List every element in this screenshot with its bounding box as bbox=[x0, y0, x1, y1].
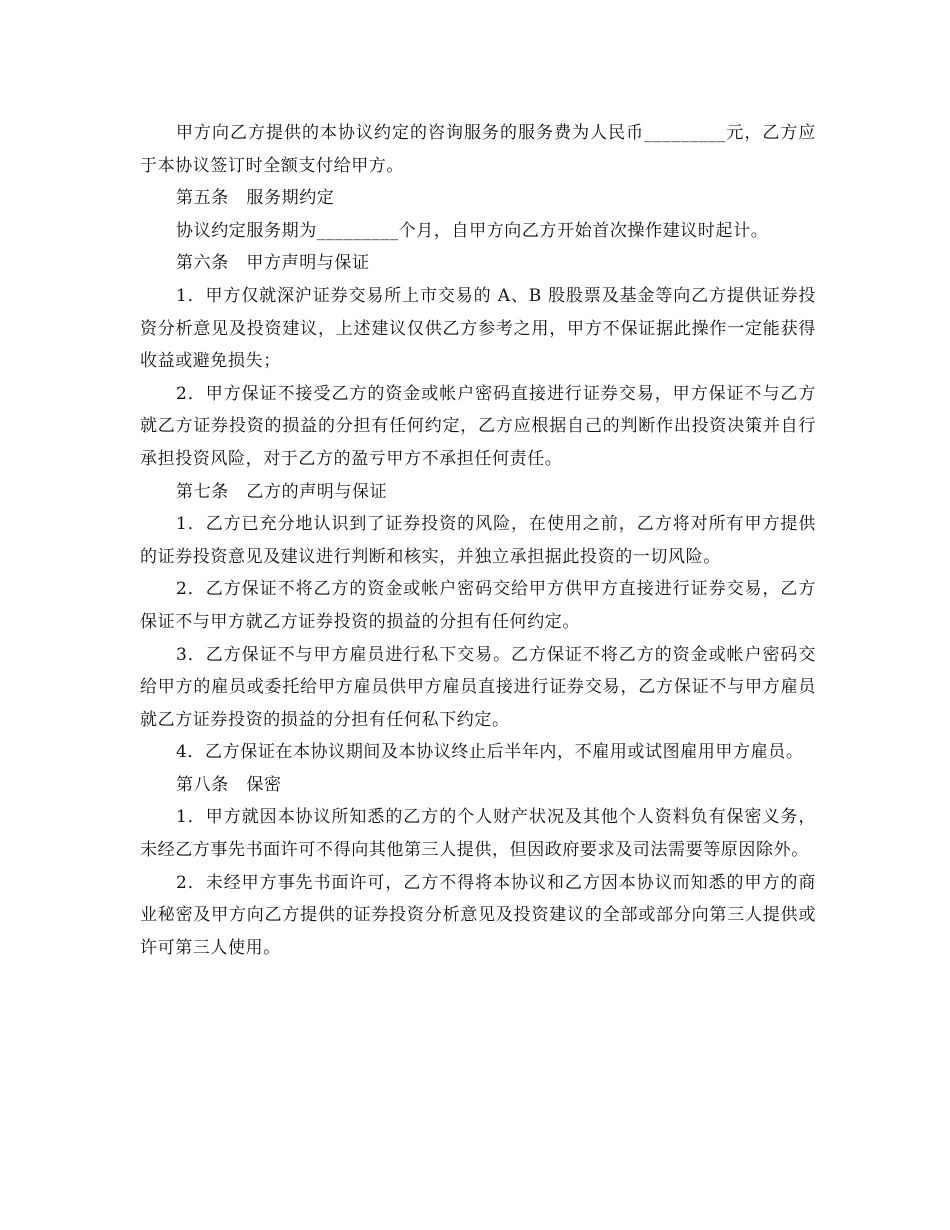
paragraph-7-4: 4．乙方保证在本协议期间及本协议终止后半年内，不雇用或试图雇用甲方雇员。 bbox=[176, 742, 804, 763]
article-5-heading: 第五条 服务期约定 bbox=[176, 188, 335, 209]
paragraph-6-1: 1．甲方仅就深沪证券交易所上市交易的 A、B 股股票及基金等向乙方提供证券投资分析意见及投资建议，上述建议仅供乙方参考之用，甲方不保证据此操作一定能获得收益或避免损失； bbox=[140, 285, 816, 372]
paragraph-service-period: 协议约定服务期为_________个月，自甲方向乙方开始首次操作建议时起计。 bbox=[176, 220, 769, 241]
article-8-heading: 第八条 保密 bbox=[176, 774, 282, 795]
paragraph-7-1: 1．乙方已充分地认识到了证券投资的风险，在使用之前，乙方将对所有甲方提供的证券投资意见及建议进行判断和核实，并独立承担据此投资的一切风险。 bbox=[140, 514, 816, 567]
paragraph-6-2: 2．甲方保证不接受乙方的资金或帐户密码直接进行证券交易，甲方保证不与乙方就乙方证券投资的损益的分担有任何约定，乙方应根据自己的判断作出投资决策并自行承担投资风险，对于乙方的盈亏甲方不承担任何责任。 bbox=[140, 383, 816, 469]
article-7-heading: 第七条 乙方的声明与保证 bbox=[176, 481, 388, 502]
paragraph-7-2: 2．乙方保证不将乙方的资金或帐户密码交给甲方供甲方直接进行证券交易，乙方保证不与甲方就乙方证券投资的损益的分担有任何约定。 bbox=[140, 579, 816, 632]
document-body bbox=[140, 117, 816, 964]
paragraph-8-2: 2．未经甲方事先书面许可，乙方不得将本协议和乙方因本协议而知悉的甲方的商业秘密及甲方向乙方提供的证券投资分析意见及投资建议的全部或部分向第三人提供或许可第三人使用。 bbox=[140, 872, 816, 958]
paragraph-7-3: 3．乙方保证不与甲方雇员进行私下交易。乙方保证不将乙方的资金或帐户密码交给甲方的雇员或委托给甲方雇员供甲方雇员直接进行证券交易，乙方保证不与甲方雇员就乙方证券投资的损益的分担有任何私下约定。 bbox=[140, 644, 816, 730]
paragraph-service-fee: 甲方向乙方提供的本协议约定的咨询服务的服务费为人民币_________元，乙方应于本协议签订时全额支付给甲方。 bbox=[140, 123, 816, 176]
article-6-heading: 第六条 甲方声明与保证 bbox=[176, 253, 370, 274]
paragraph-8-1: 1．甲方就因本协议所知悉的乙方的个人财产状况及其他个人资料负有保密义务，未经乙方事先书面许可不得向其他第三人提供，但因政府要求及司法需要等原因除外。 bbox=[140, 807, 816, 861]
